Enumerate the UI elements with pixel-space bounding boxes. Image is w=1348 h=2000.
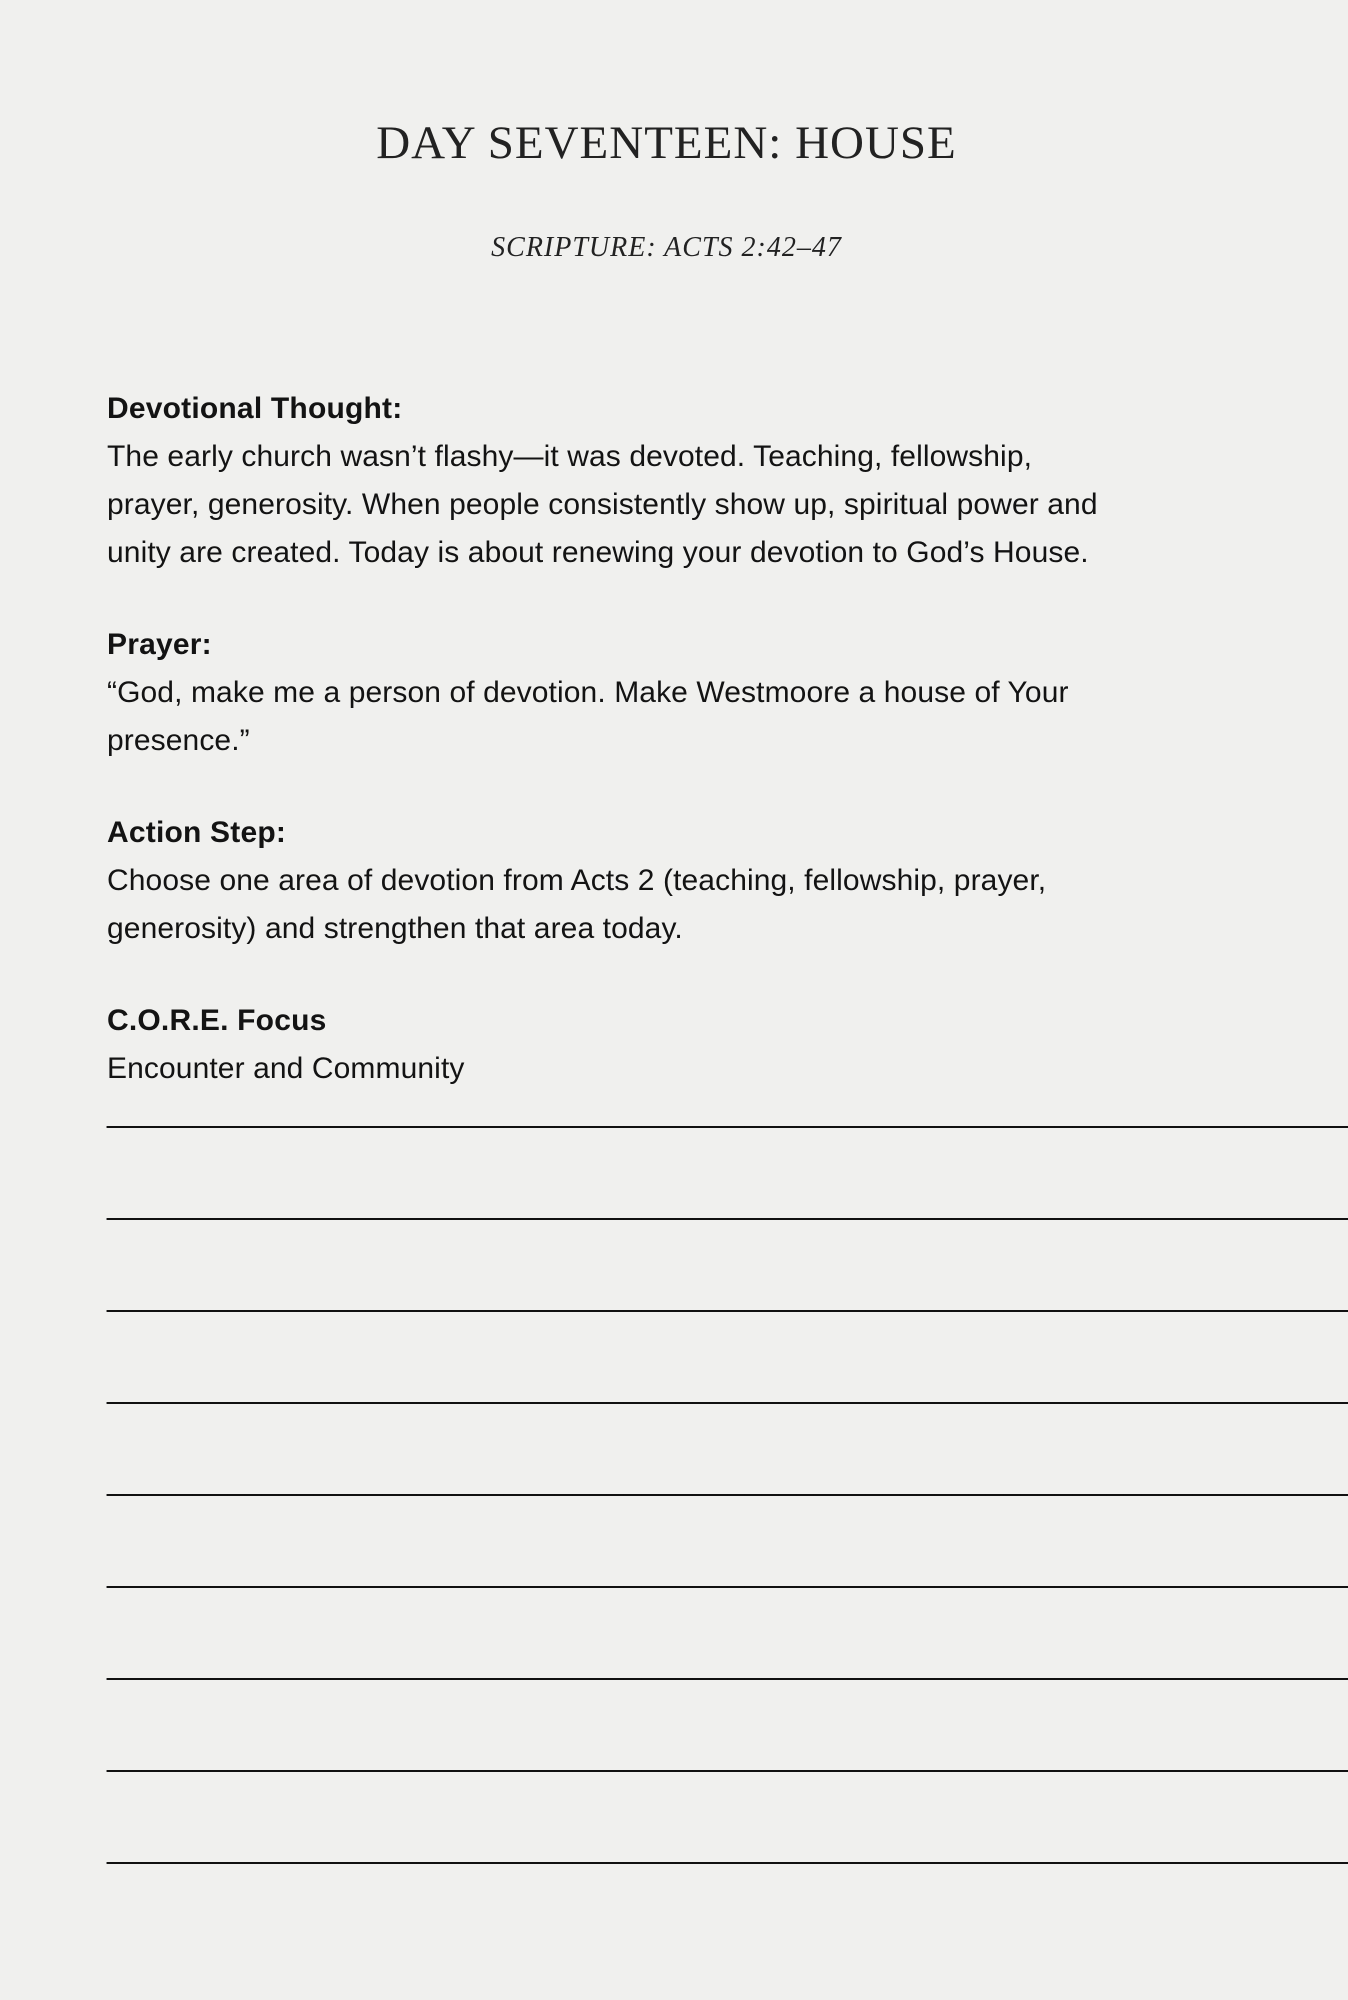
scripture-reference: SCRIPTURE: ACTS 2:42–47	[491, 232, 842, 263]
section-body: Encounter and Community	[107, 1052, 465, 1085]
section-core-focus	[107, 997, 1233, 1093]
writing-line: ________________________________________________________________________	[107, 1830, 1348, 1865]
section-heading: Prayer:	[107, 628, 212, 661]
section-body: “God, make me a person of devotion. Make Westmoore a house of Your presence.”	[107, 676, 1069, 757]
writing-line: ________________________________________________________________________	[107, 1646, 1348, 1681]
writing-line: ________________________________________________________________________	[107, 1554, 1348, 1589]
section-heading: C.O.R.E. Focus	[107, 1004, 327, 1037]
writing-line: ________________________________________________________________________	[107, 1738, 1348, 1773]
page-title: DAY SEVENTEEN: HOUSE	[376, 117, 957, 169]
page-content	[107, 385, 1348, 1923]
writing-line: ________________________________________________________________________	[107, 1462, 1348, 1497]
section-prayer	[107, 621, 1233, 765]
writing-lines-area	[107, 1094, 1348, 1923]
section-body: Choose one area of devotion from Acts 2 (teaching, fellowship, prayer, generosity) and strengthen that area today.	[107, 864, 1047, 945]
writing-line: ________________________________________________________________________	[107, 1186, 1348, 1221]
writing-line: ________________________________________________________________________	[107, 1370, 1348, 1405]
section-heading: Action Step:	[107, 816, 287, 849]
section-action-step	[107, 809, 1233, 953]
section-devotional-thought	[107, 385, 1233, 577]
section-heading: Devotional Thought:	[107, 392, 403, 425]
section-body: The early church wasn’t flashy—it was devoted. Teaching, fellowship, prayer, generosity. When people consistently show up, spiritual power and unity are created. Today is about renewing your devotion to God’s House.	[107, 440, 1098, 569]
writing-line: ________________________________________________________________________	[107, 1094, 1348, 1129]
writing-line: ________________________________________________________________________	[107, 1278, 1348, 1313]
